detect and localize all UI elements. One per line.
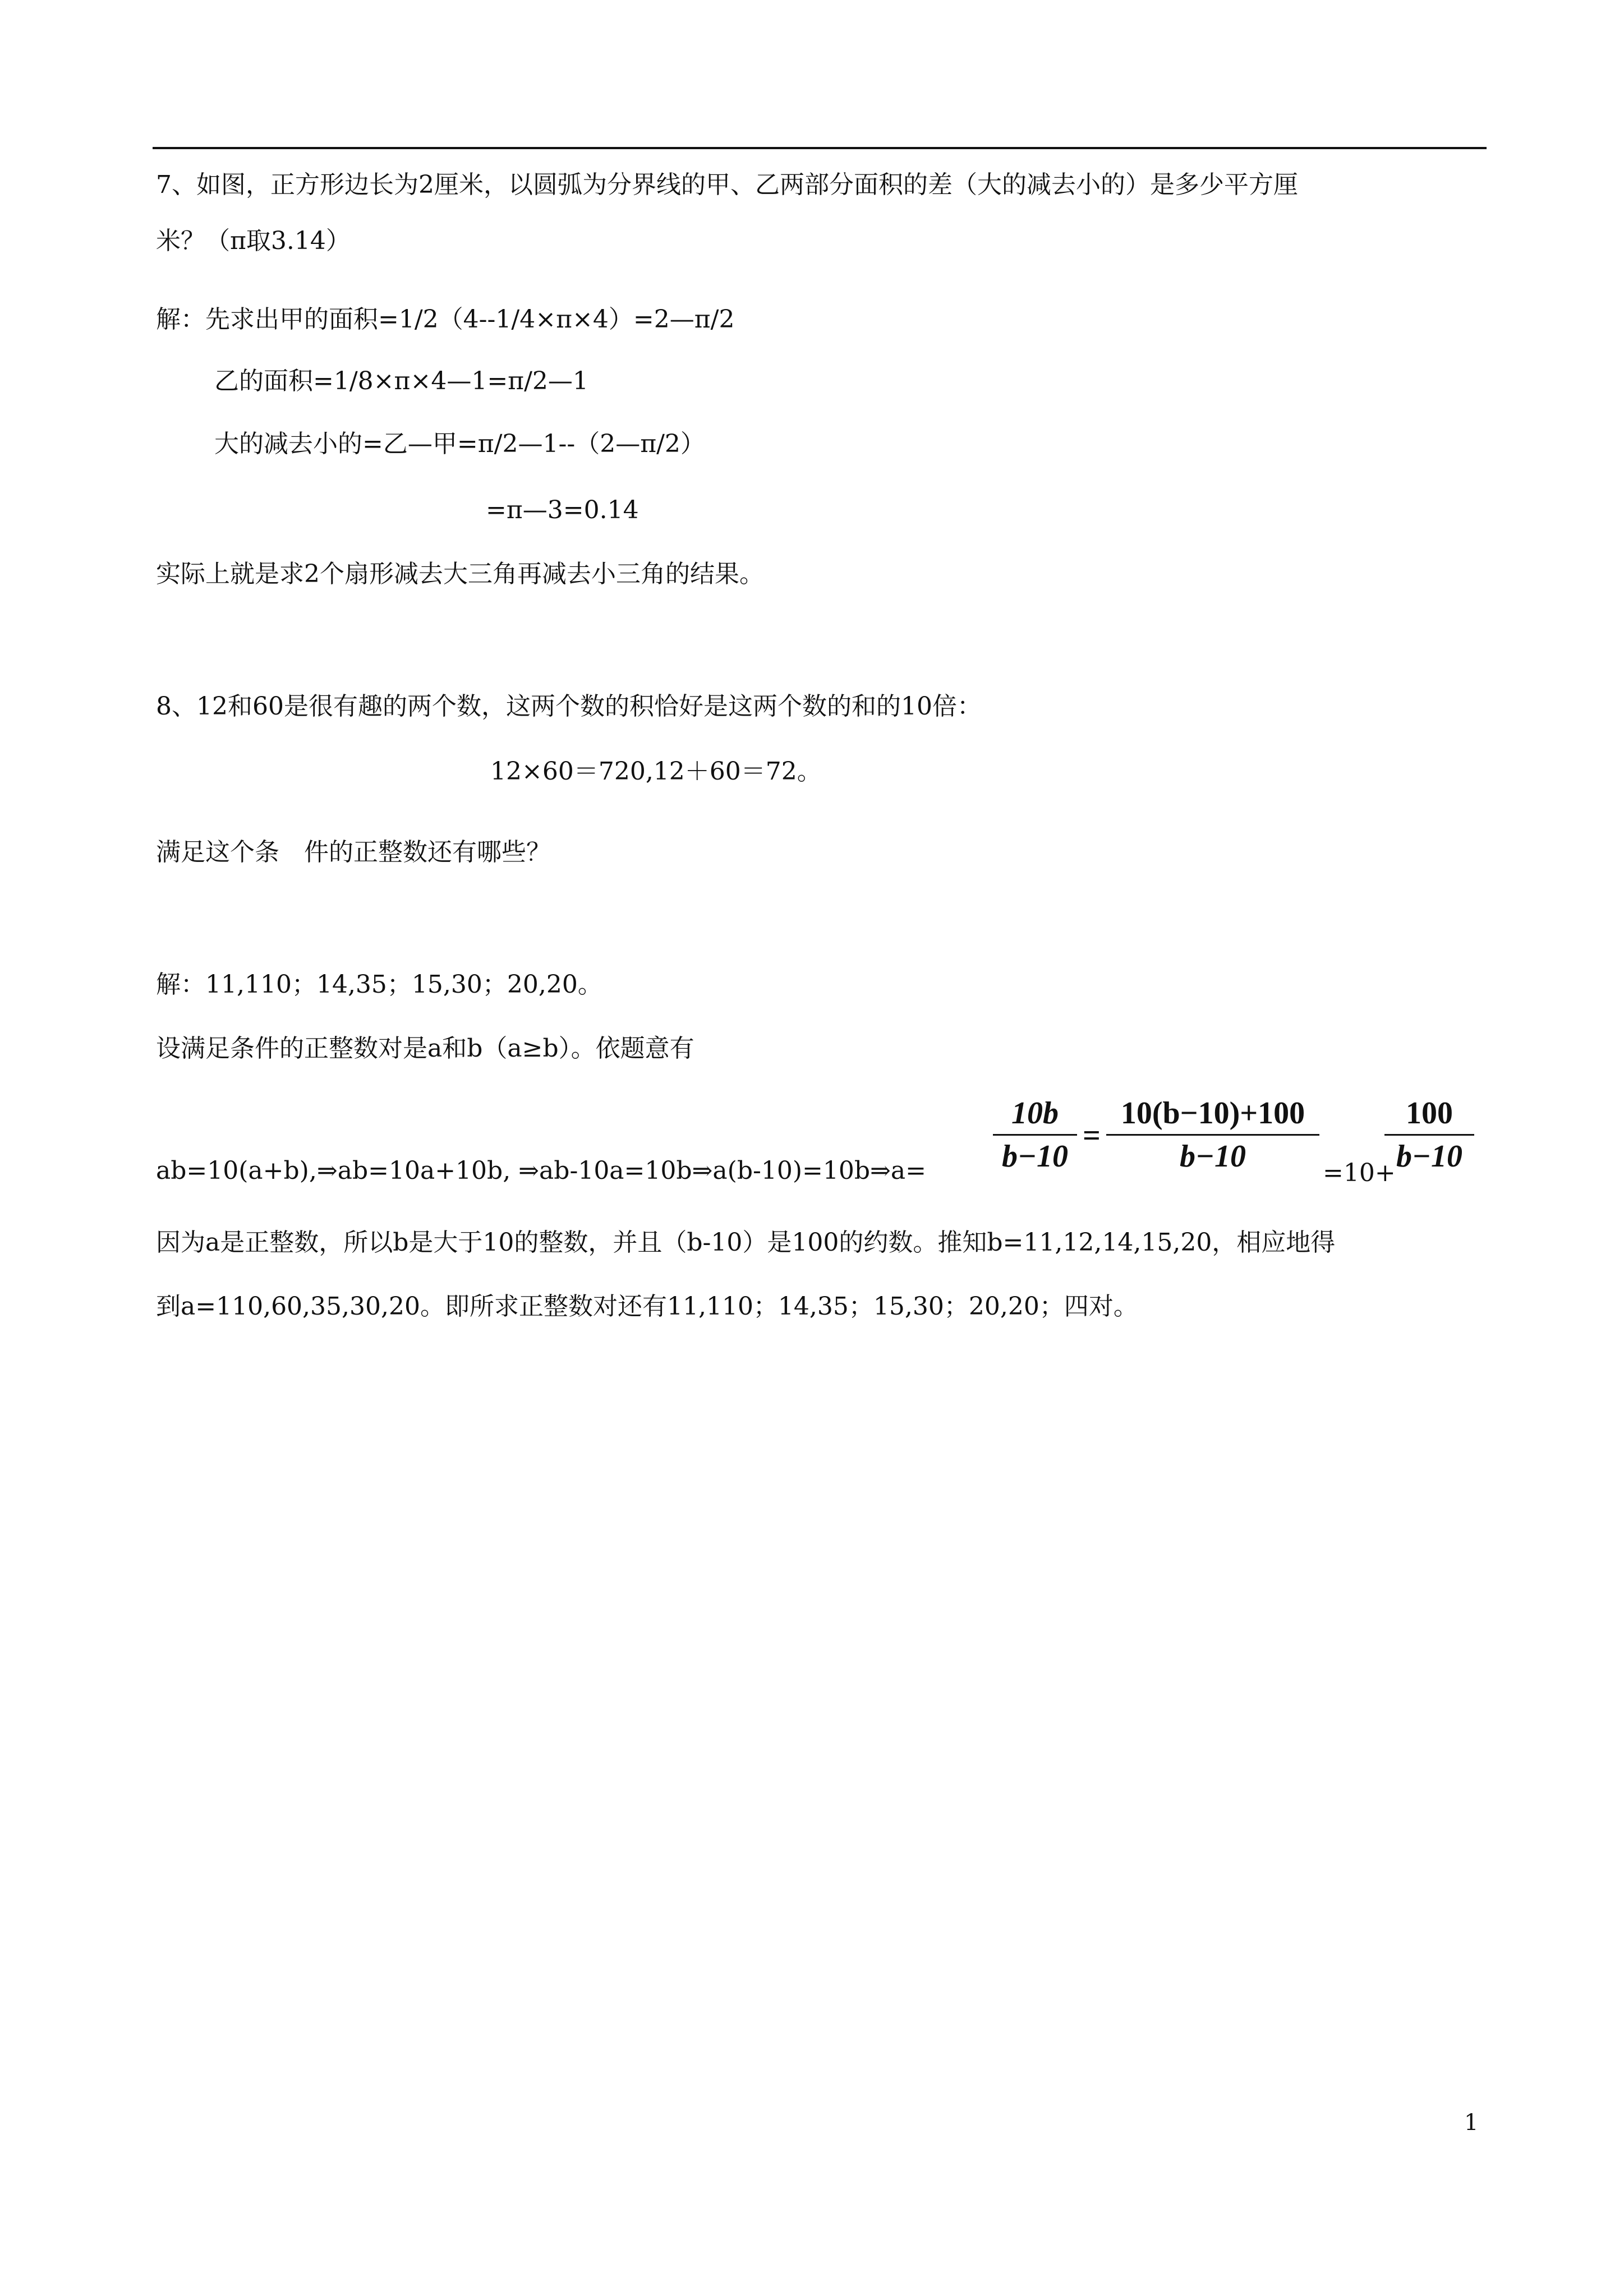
problem8-question-line1: 8、12和60是很有趣的两个数，这两个数的积恰好是这两个数的和的10倍：: [156, 692, 982, 721]
fraction-bar: [993, 1134, 1077, 1136]
problem8-conclusion-line1: 因为a是正整数，所以b是大于10的整数，并且（b-10）是100的约数。推知b=11,12,14,15,20，相应地得: [156, 1228, 1336, 1257]
problem7-solution-line3: 大的减去小的=乙—甲=π/2—1--（2—π/2）: [214, 430, 705, 458]
fraction-numerator: 10(b−10)+100: [1120, 1096, 1305, 1131]
problem8-question-line3: 满足这个条 件的正整数还有哪些？: [156, 838, 551, 866]
page-number: 1: [1464, 2110, 1479, 2136]
fraction-bar: [1384, 1134, 1474, 1136]
fraction-100-over-b-10: [1384, 1094, 1474, 1176]
problem7-question-line2: 米？（π取3.14）: [156, 227, 351, 255]
header-rule: [153, 147, 1487, 149]
formula-mid-text: =10+: [1323, 1159, 1396, 1187]
fraction-denominator: b−10: [1180, 1139, 1246, 1174]
fraction-denominator: b−10: [1396, 1139, 1462, 1174]
equals-sign: =: [1083, 1118, 1101, 1153]
problem8-question-line2: 12×60＝720,12＋60＝72。: [490, 757, 822, 786]
problem7-solution-line4: =π—3=0.14: [486, 496, 639, 524]
fraction-expanded: [1106, 1094, 1319, 1176]
formula-lead: ab=10(a+b),⇒ab=10a+10b, ⇒ab-10a=10b⇒a(b-10)=10b⇒a=: [156, 1156, 927, 1185]
problem7-solution-line1: 解：先求出甲的面积=1/2（4--1/4×π×4）=2—π/2: [156, 305, 735, 334]
problem7-note: 实际上就是求2个扇形减去大三角再减去小三角的结果。: [156, 560, 764, 588]
fraction-numerator: 10b: [1011, 1096, 1059, 1131]
fraction-bar: [1106, 1134, 1319, 1136]
problem8-setup: 设满足条件的正整数对是a和b（a≥b）。依题意有: [156, 1034, 694, 1063]
fraction-denominator: b−10: [1002, 1139, 1068, 1174]
problem7-solution-line2: 乙的面积=1/8×π×4—1=π/2—1: [214, 367, 588, 395]
problem8-conclusion-line2: 到a=110,60,35,30,20。即所求正整数对还有11,110；14,35；15,30；20,20；四对。: [156, 1292, 1138, 1321]
fraction-10b-over-b-10: [993, 1094, 1077, 1176]
problem8-answer: 解：11,110；14,35；15,30；20,20。: [156, 970, 602, 999]
fraction-numerator: 100: [1406, 1096, 1453, 1131]
problem7-question-line1: 7、如图，正方形边长为2厘米，以圆弧为分界线的甲、乙两部分面积的差（大的减去小的）是多少平方厘: [156, 170, 1298, 199]
